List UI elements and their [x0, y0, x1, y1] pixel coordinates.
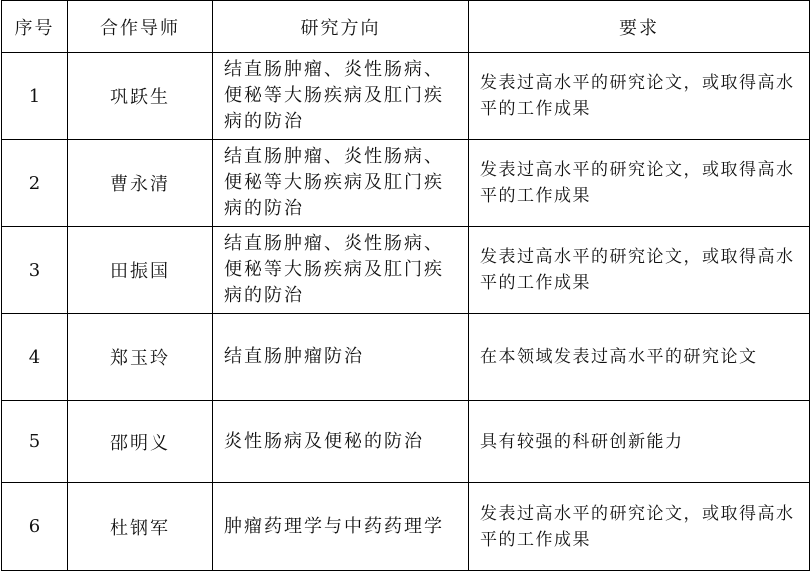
- row-direction: 结直肠肿瘤防治: [213, 314, 469, 401]
- row-mentor: 杜钢军: [68, 483, 213, 571]
- table-row: [2, 227, 810, 314]
- row-requirement: 发表过高水平的研究论文，或取得高水平的工作成果: [469, 53, 810, 140]
- row-mentor: 巩跃生: [68, 53, 213, 140]
- table-row: [2, 483, 810, 571]
- row-index: 3: [2, 227, 68, 314]
- row-index: 5: [2, 401, 68, 483]
- row-mentor: 田振国: [68, 227, 213, 314]
- row-requirement: 发表过高水平的研究论文，或取得高水平的工作成果: [469, 483, 810, 571]
- row-index: 1: [2, 53, 68, 140]
- table-row: [2, 314, 810, 401]
- row-requirement: 具有较强的科研创新能力: [469, 401, 810, 483]
- row-mentor: 邵明义: [68, 401, 213, 483]
- row-requirement: 发表过高水平的研究论文，或取得高水平的工作成果: [469, 140, 810, 227]
- row-index: 6: [2, 483, 68, 571]
- row-direction: 炎性肠病及便秘的防治: [213, 401, 469, 483]
- header-index: 序号: [2, 1, 68, 53]
- row-index: 4: [2, 314, 68, 401]
- table-row: [2, 140, 810, 227]
- row-mentor: 曹永清: [68, 140, 213, 227]
- row-index: 2: [2, 140, 68, 227]
- header-requirement: 要求: [469, 1, 810, 53]
- header-direction: 研究方向: [213, 1, 469, 53]
- row-requirement: 发表过高水平的研究论文，或取得高水平的工作成果: [469, 227, 810, 314]
- row-direction: 结直肠肿瘤、炎性肠病、便秘等大肠疾病及肛门疾病的防治: [213, 140, 469, 227]
- mentor-table: [1, 0, 810, 571]
- row-requirement: 在本领域发表过高水平的研究论文: [469, 314, 810, 401]
- header-mentor: 合作导师: [68, 1, 213, 53]
- table-header-row: [2, 1, 810, 53]
- row-mentor: 郑玉玲: [68, 314, 213, 401]
- row-direction: 结直肠肿瘤、炎性肠病、便秘等大肠疾病及肛门疾病的防治: [213, 227, 469, 314]
- table-row: [2, 401, 810, 483]
- table-row: [2, 53, 810, 140]
- row-direction: 结直肠肿瘤、炎性肠病、便秘等大肠疾病及肛门疾病的防治: [213, 53, 469, 140]
- row-direction: 肿瘤药理学与中药药理学: [213, 483, 469, 571]
